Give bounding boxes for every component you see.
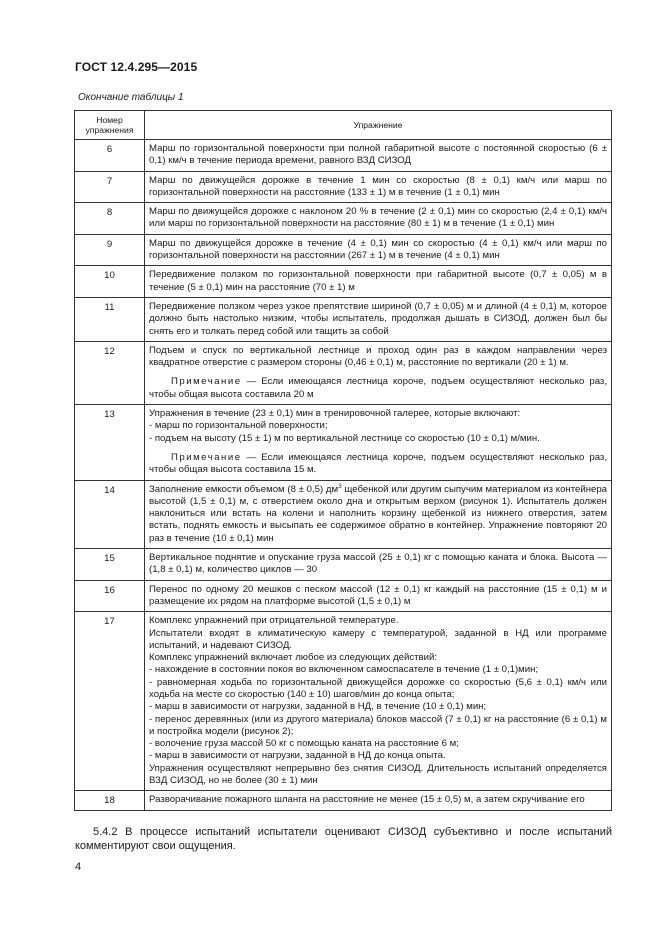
exercise-number: 11 bbox=[75, 297, 145, 341]
exercise-line: - марш в зависимости от нагрузки, заданной в НД, в течение (10 ± 0,1) мин; bbox=[149, 701, 487, 713]
exercise-number: 13 bbox=[75, 405, 145, 480]
exercise-line: - волочение груза массой 50 кг с помощью каната на расстояние 6 м; bbox=[149, 738, 459, 750]
exercise-line: Упражнения в течение (23 ± 0,1) мин в тренировочной галерее, которые включают: bbox=[149, 408, 521, 420]
exercise-cell bbox=[145, 405, 612, 480]
exercise-line: - подъем на высоту (15 ± 1) м по вертикальной лестнице со скоростью (10 ± 0,1) м/мин. bbox=[149, 432, 540, 444]
table-row bbox=[75, 140, 612, 172]
table-header-row bbox=[75, 111, 612, 140]
exercise-text: Перенос по одному 20 мешков с песком массой (12 ± 0,1) кг каждый на расстояние (15 ± 0,1) м и размещение их рядом на платформе высотой (1,5 ± 0,1) м bbox=[145, 580, 612, 612]
exercise-text: Вертикальное поднятие и опускание груза массой (25 ± 0,1) кг с помощью каната и блока. Высота — (1,8 ± 0,1) м, количество циклов — 30 bbox=[145, 549, 612, 581]
exercise-line: - нахождение в состоянии покоя во включенном самоспасателе в течение (1 ± 0,1)мин; bbox=[149, 664, 539, 676]
exercise-line: - равномерная ходьба по горизонтальной движущейся дорожке со скоростью (5,6 ± 0,1) км/ч или ходьба на месте со скоростью (140 ± 10) шагов/мин до конца опыта; bbox=[149, 676, 607, 700]
exercise-text-part: Заполнение емкости объемом (8 ± 0,5) дм bbox=[149, 483, 339, 495]
exercise-number: 7 bbox=[75, 171, 145, 203]
table-row bbox=[75, 480, 612, 548]
table-row bbox=[75, 405, 612, 480]
note-label: Примечание bbox=[171, 451, 242, 463]
table-row bbox=[75, 203, 612, 235]
exercise-line: Комплекс упражнений включает любое из следующих действий: bbox=[149, 652, 438, 664]
exercise-text: Передвижение ползком через узкое препятствие шириной (0,7 ± 0,05) м и длиной (4 ± 0,1) м, которое должно быть настолько низким, чтобы испытатель, продолжая дышать в СИЗОД, должен был бы снять его и толкать перед собой или тащить за собой bbox=[145, 297, 612, 341]
table-row bbox=[75, 580, 612, 612]
exercise-text: Подъем и спуск по вертикальной лестнице и проход один раз в каждом направлении через квадратное отверстие с размером стороны (0,46 ± 0,1) м, расстояние по вертикали (20 ± 1) м. bbox=[149, 344, 607, 369]
exercise-note bbox=[149, 452, 607, 477]
table-caption: Окончание таблицы 1 bbox=[78, 92, 184, 103]
table-row bbox=[75, 234, 612, 266]
note-text: — Если имеющаяся лестница короче, подъем осуществляют несколько раз, чтобы общая высота составила 15 м. bbox=[149, 451, 607, 476]
exercise-text: Марш по движущейся дорожке с наклоном 20 % в течение (2 ± 0,1) мин со скоростью (2,4 ± 0,1) км/ч или марш по горизонтальной поверхности на расстояние (80 ± 1) м в течение (1 ± 0,1) мин bbox=[145, 203, 612, 235]
table-row bbox=[75, 266, 612, 298]
exercise-number: 16 bbox=[75, 580, 145, 612]
exercise-number: 10 bbox=[75, 266, 145, 298]
exercise-line: Испытатели входят в климатическую камеру с температурой, заданной в НД или программе испытаний, и надевают СИЗОД. bbox=[149, 627, 607, 651]
page-number: 4 bbox=[75, 861, 82, 873]
exercise-line: - марш в зависимости от нагрузки, заданной в НД до конца опыта. bbox=[149, 750, 446, 762]
exercise-note bbox=[149, 376, 607, 401]
header-exercise-number: Номер упражнения bbox=[75, 111, 145, 140]
table-row bbox=[75, 612, 612, 791]
exercise-number: 14 bbox=[75, 480, 145, 548]
exercise-number: 8 bbox=[75, 203, 145, 235]
exercise-cell bbox=[145, 612, 612, 791]
exercise-text: Марш по движущейся дорожке в течение (4 ± 0,1) мин со скоростью (4 ± 0,1) км/ч или марш по горизонтальной поверхности на расстоянии (267 ± 1) м в течение (4 ± 0,1) мин bbox=[145, 234, 612, 266]
table-row bbox=[75, 549, 612, 581]
exercise-number: 12 bbox=[75, 341, 145, 404]
exercise-number: 9 bbox=[75, 234, 145, 266]
note-text: — Если имеющаяся лестница короче, подъем осуществляют несколько раз, чтобы общая высота составила 20 м bbox=[149, 376, 607, 400]
exercise-text: Марш по горизонтальной поверхности при полной габаритной высоте с постоянной скоростью (6 ± 0,1) км/ч в течение периода времени, равного ВЗД СИЗОД bbox=[145, 140, 612, 172]
exercise-line: - марш по горизонтальной поверхности; bbox=[149, 420, 328, 432]
exercise-line: Комплекс упражнений при отрицательной температуре. bbox=[149, 615, 399, 627]
exercise-number: 18 bbox=[75, 791, 145, 810]
header-exercise: Упражнение bbox=[145, 111, 612, 140]
exercise-table bbox=[74, 110, 612, 811]
superscript: 3 bbox=[338, 482, 342, 490]
paragraph-5-4-2: 5.4.2 В процессе испытаний испытатели оценивают СИЗОД субъективно и после испытаний комментируют свои ощущения. bbox=[75, 826, 612, 852]
table-row bbox=[75, 171, 612, 203]
exercise-text: Марш по движущейся дорожке в течение 1 мин со скоростью (8 ± 0,1) км/ч или марш по горизонтальной поверхности на расстояние (133 ± 1) м в течение (1 ± 0,1) мин bbox=[145, 171, 612, 203]
exercise-number: 6 bbox=[75, 140, 145, 172]
exercise-text-part: щебенкой или другим сыпучим материалом из контейнера высотой (1,5 ± 0,1) м, с отверстием около дна и открытым верхом (рисунок 1). Испытатель должен наклониться или встать на колени и наполнить корзину щебенкой из нижнего отверстия, затем встать, поднять емкость и высыпать ее содержимое обратно в контейнер. Упражнение повторяют 20 раз в течение (10 ± 0,1) мин bbox=[149, 483, 608, 544]
exercise-text: Передвижение ползком по горизонтальной поверхности при габаритной высоте (0,7 ± 0,05) м в течение (5 ± 0,1) мин на расстояние (70 ± 1) м bbox=[145, 266, 612, 298]
table-row bbox=[75, 297, 612, 341]
exercise-number: 17 bbox=[75, 612, 145, 791]
table-row bbox=[75, 341, 612, 404]
exercise-text bbox=[145, 480, 612, 548]
exercise-cell bbox=[145, 341, 612, 404]
exercise-line: Упражнения осуществляют непрерывно без снятия СИЗОД. Длительность испытаний определяется ВЗД СИЗОД, но не более (30 ± 1) мин bbox=[149, 762, 607, 787]
exercise-number: 15 bbox=[75, 549, 145, 581]
exercise-line: - перенос деревянных (или из другого материала) блоков массой (7 ± 0,1) кг на расстояние (6 ± 0,1) м и постройка модели (рисунок 2); bbox=[149, 713, 607, 737]
document-standard-code: ГОСТ 12.4.295—2015 bbox=[75, 60, 198, 74]
note-label: Примечание bbox=[171, 376, 242, 388]
table-row bbox=[75, 791, 612, 810]
exercise-text: Разворачивание пожарного шланга на расстояние не менее (15 ± 0,5) м, а затем скручивание его bbox=[145, 791, 612, 810]
